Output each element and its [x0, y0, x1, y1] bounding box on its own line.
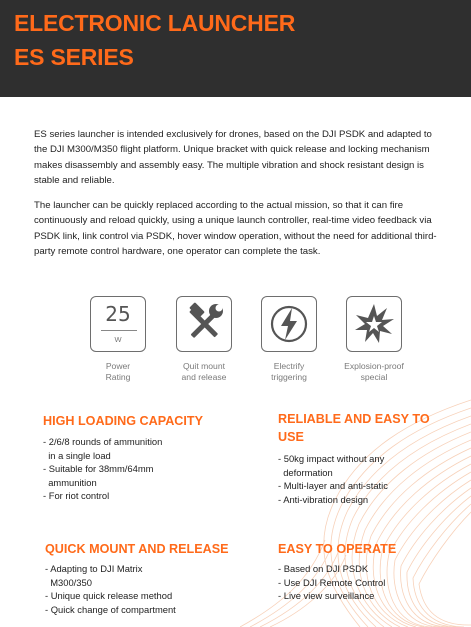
list-item: in a single load [43, 449, 111, 461]
feature-mount [174, 296, 234, 383]
section-title-line-1: RELIABLE AND EASY TO [278, 412, 430, 426]
list-item: - Multi-layer and anti-static [278, 480, 388, 492]
power-divider [101, 330, 137, 331]
electric-caption [259, 361, 319, 383]
title-line-2: ES SERIES [14, 44, 134, 70]
section-list [278, 452, 458, 506]
feature-power [88, 296, 148, 383]
section-list [45, 562, 245, 616]
power-rating-icon [90, 296, 146, 352]
power-value: 25 [105, 302, 131, 326]
list-item: - 2/6/8 rounds of ammunition [43, 436, 163, 447]
list-item: - Based on DJI PSDK [278, 563, 369, 574]
mount-caption-line-2: and release [181, 372, 227, 382]
intro-paragraph-2: The launcher can be quickly replaced according to the actual mission, so that it can fire continuously and reload quickly, using a unique launch controller, real-time video feedback via PSDK link, link control via PSDK, hover window operation, without the need for additional third-party remote control hardware, one operator can complete the task. [34, 200, 437, 258]
electric-caption-line-1: Electrify [273, 361, 305, 371]
power-unit: W [114, 335, 122, 344]
list-item: - 50kg impact without any [278, 453, 385, 464]
power-caption [88, 361, 148, 383]
explosion-icon [346, 296, 402, 352]
list-item: - Adapting to DJI Matrix [45, 563, 143, 574]
header-banner [0, 0, 471, 97]
electric-caption-line-2: triggering [271, 372, 307, 382]
list-item: ammunition [43, 476, 97, 488]
list-item: - Use DJI Remote Control [278, 576, 386, 588]
section-list [43, 435, 243, 503]
list-item: deformation [278, 466, 333, 478]
wrench-hammer-icon [176, 296, 232, 352]
mount-caption [174, 361, 234, 383]
section-easy-operate [278, 540, 458, 603]
explosion-caption-line-1: Explosion-proof [344, 361, 404, 371]
feature-icons-row [88, 296, 408, 388]
explosion-caption-line-2: special [360, 372, 388, 382]
explosion-caption [332, 361, 416, 383]
list-item: - For riot control [43, 490, 110, 502]
mount-caption-line-1: Quit mount [182, 361, 226, 371]
section-list [278, 562, 458, 603]
list-item: - Suitable for 38mm/64mm [43, 463, 154, 475]
power-caption-line-1: Power [105, 361, 131, 371]
lightning-icon [261, 296, 317, 352]
title-line-1: ELECTRONIC LAUNCHER [14, 10, 296, 36]
section-title-line-2: USE [278, 430, 304, 444]
list-item: - Live view surveillance [278, 590, 375, 602]
section-reliable [278, 410, 458, 506]
section-title [278, 410, 458, 446]
list-item: - Quick change of compartment [45, 603, 176, 615]
section-title: HIGH LOADING CAPACITY [43, 414, 203, 428]
list-item: - Unique quick release method [45, 590, 173, 602]
intro-text [34, 127, 446, 269]
feature-electric [259, 296, 319, 383]
intro-paragraph-1: ES series launcher is intended exclusively for drones, based on the DJI PSDK and adapted to the DJI M300/M350 flight platform. Unique bracket with quick release and locking mechanism makes disassembly and assembly easy. The multiple vibration and shock resistant design is stable and reliable. [34, 129, 432, 186]
feature-explosion [344, 296, 404, 383]
section-title: EASY TO OPERATE [278, 542, 397, 556]
power-caption-line-2: Rating [105, 372, 131, 382]
list-item: M300/350 [45, 576, 92, 588]
list-item: - Anti-vibration design [278, 493, 369, 505]
section-high-loading [43, 412, 243, 503]
section-quick-mount [45, 540, 245, 616]
section-title: QUICK MOUNT AND RELEASE [45, 542, 229, 556]
